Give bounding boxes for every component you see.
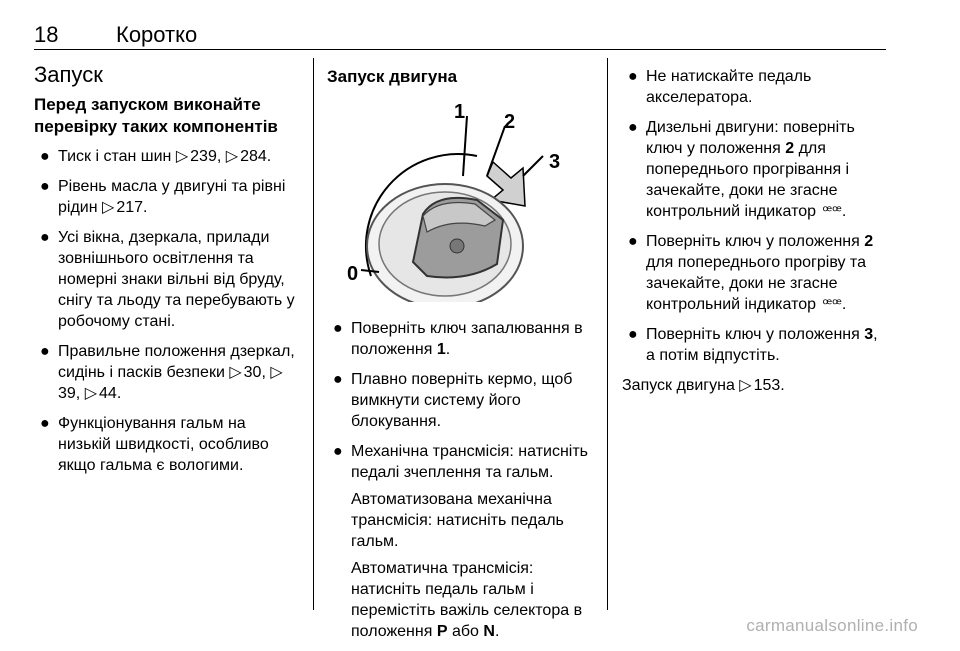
reference-triangle-icon[interactable]: ▷ xyxy=(102,199,115,216)
reference-triangle-icon[interactable]: ▷ xyxy=(84,385,98,402)
bullet-icon: ● xyxy=(628,233,638,250)
list-item: ● Плавно поверніть кермо, щоб вимкнути систему його блокування. xyxy=(333,371,573,430)
reference-triangle-icon[interactable]: ▷ xyxy=(229,364,242,381)
list-item: ● Поверніть ключ у положення 3, а потім відпустіть. xyxy=(628,326,878,364)
section-title: Коротко xyxy=(116,22,198,47)
reference-triangle-icon[interactable]: ▷ xyxy=(175,148,189,165)
label-pos-1: 1 xyxy=(454,101,466,123)
page-number: 18 xyxy=(34,22,59,47)
engine-start-heading: Запуск двигуна xyxy=(327,67,458,86)
glow-plug-icon: ꟹꟹ xyxy=(822,203,842,220)
column-middle xyxy=(327,60,597,651)
list-item: ● Механічна трансмісія: натисніть педалі зчеплення та гальм. Автоматизована механічна трансмісія: натисніть педаль гальм. Автоматична трансмісія: натисніть педаль гальм і перемістіть важіль селектора в положення P або N. xyxy=(327,441,597,642)
page-ref-link[interactable]: 30, xyxy=(243,364,266,381)
page-ref-link[interactable]: 284. xyxy=(240,148,272,165)
list-item: ● Функціонування гальм на низькій швидкості, особливо якщо гальма є вологими. xyxy=(40,415,269,474)
list-item: ● Поверніть ключ у положення 2 для попереднього прогріву та зачекайте, доки не згасне контрольний індикатор ꟹꟹ. xyxy=(628,233,874,313)
bullet-icon: ● xyxy=(628,68,638,85)
column-right xyxy=(622,60,890,405)
page-ref-link[interactable]: 239, xyxy=(190,148,222,165)
page-ref-link[interactable]: 44. xyxy=(99,385,122,402)
reference-triangle-icon[interactable]: ▷ xyxy=(270,364,283,381)
page-ref-link[interactable]: 39, xyxy=(58,385,81,402)
ignition-key-illustration xyxy=(327,96,593,302)
list-item: ● Рівень масла у двигуні та рівні рідин ▷ 217. xyxy=(40,178,286,216)
column-left xyxy=(34,60,302,485)
sub-paragraph: Автоматична трансмісія: натисніть педаль гальм і перемістіть важіль селектора в положення P або N. xyxy=(351,560,583,640)
page-ref-link[interactable]: 217. xyxy=(116,199,148,216)
engine-start-steps xyxy=(327,318,597,642)
cross-reference-line: Запуск двигуна ▷ 153. xyxy=(622,377,785,394)
sub-paragraph: Автоматизована механічна трансмісія: натисніть педаль гальм. xyxy=(351,491,564,550)
label-pos-2: 2 xyxy=(504,111,516,133)
bullet-icon: ● xyxy=(628,119,638,136)
glow-plug-icon: ꟹꟹ xyxy=(822,296,842,313)
section-heading: Запуск xyxy=(34,62,103,87)
column-divider-right xyxy=(607,58,608,610)
ignition-key-figure xyxy=(327,96,593,302)
bullet-icon: ● xyxy=(40,178,50,195)
checklist xyxy=(34,146,302,476)
list-item: ● Дизельні двигуни: поверніть ключ у положення 2 для попереднього прогрівання і зачекайте, доки не згасне контрольний індикатор ꟹꟹ. xyxy=(628,119,855,220)
column-divider-left xyxy=(313,58,314,610)
list-item: ● Правильне положення дзеркал, сидінь і пасків безпеки ▷ 30, ▷39, ▷ 44. xyxy=(40,343,295,402)
label-pos-3: 3 xyxy=(549,151,561,173)
reference-triangle-icon[interactable]: ▷ xyxy=(225,148,239,165)
bullet-icon: ● xyxy=(40,229,50,246)
subsection-heading: Перед запуском виконайте перевірку таких компонентів xyxy=(34,95,278,136)
list-item: ● Усі вікна, дзеркала, прилади зовнішнього освітлення та номерні знаки вільні від бруду, снігу та льоду та перебувають у робочому стані. xyxy=(40,229,295,330)
watermark: carmanualsonline.info xyxy=(746,616,918,635)
bullet-icon: ● xyxy=(40,148,50,165)
bullet-icon: ● xyxy=(40,415,50,432)
engine-start-steps-continued xyxy=(622,66,890,366)
list-item: ● Не натискайте педаль акселератора. xyxy=(628,68,812,106)
page-ref-link[interactable]: 153. xyxy=(753,377,785,394)
label-pos-0: 0 xyxy=(347,263,359,285)
reference-triangle-icon[interactable]: ▷ xyxy=(739,377,752,394)
header-divider xyxy=(34,49,886,50)
bullet-icon: ● xyxy=(333,371,343,388)
list-item: ● Тиск і стан шин ▷ 239, ▷ 284. xyxy=(40,148,272,165)
bullet-icon: ● xyxy=(40,343,50,360)
list-item: ● Поверніть ключ запалювання в положення 1. xyxy=(333,320,583,358)
bullet-icon: ● xyxy=(628,326,638,343)
bullet-icon: ● xyxy=(333,443,343,460)
bullet-icon: ● xyxy=(333,320,343,337)
